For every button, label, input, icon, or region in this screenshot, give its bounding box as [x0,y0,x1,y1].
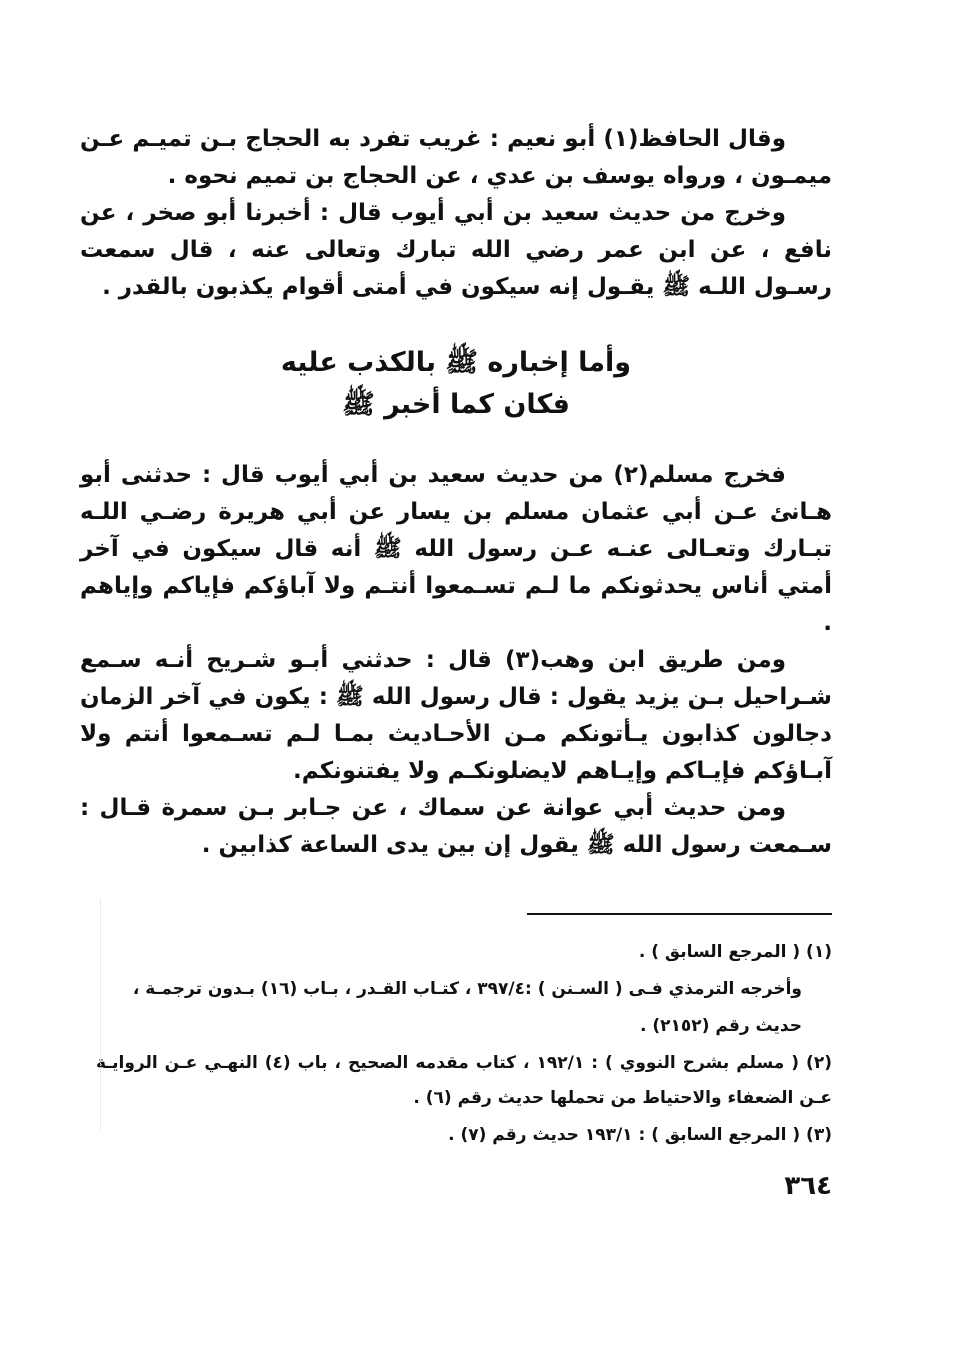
footnote-3: (٣) ( المرجع السابق ) : ١٩٣/١ حديث رقم (٧) . [448,1125,832,1145]
section-heading-line-1: وأما إخباره ﷺ بالكذب عليه [280,347,632,378]
intro-paragraph-2: وخرج من حديث سعيد بن أبي أيوب قال : أخبرنا أبو صخر ، عن نافع ، عن ابن عمر رضي الله تبارك وتعالى عنه ، قال سمعت رسـول اللـه ﷺ يقـول إنه سيكون في أمتى أقوام يكذبون بالقدر . [80,200,832,300]
footnote-divider [527,913,832,915]
footnotes [96,935,832,1155]
intro-paragraph-1: وقال الحافظ(١) أبو نعيم : غريب تفرد به الحجاج بـن تميـم عـن ميمـون ، ورواه يوسف بن عدي ، عن الحجاج بن تميم نحوه . [80,126,832,189]
footnote-1-extra-line-2: حديث رقم (٢١٥٢) . [640,1016,802,1036]
footnote-1-extra-line-1: وأخرجه الترمذي فـى ( السـنن ) :٣٩٧/٤ ، كتـاب القـدر ، بـاب (١٦) بـدون ترجمـة ، [132,979,802,999]
main-paragraph-2: ومن طريق ابن وهب(٣) قال : حدثني أبـو شـريح أنـه سـمع شـراحيل بـن يزيد يقول : قال رسول الله ﷺ : يكون في آخر الزمان دجالون كذابون يـأتونكم مـن الأحـاديث بمـا لـم تسـمعوا أنتم ولا آبـاؤكم فإيـاكم وإيـاهم لايضلونكـم ولا يفتنونكم. [80,647,832,784]
main-paragraph-1: فخرج مسلم(٢) من حديث سعيد بن أبي أيوب قال : حدثنى أبو هـانئ عـن أبي عثمان مسلم بن يسار عن أبي هريرة رضـي اللـه تبـارك وتعـالى عنـه عـن رسول الله ﷺ أنه قال سيكون في آخر أمتي أناس يحدثونكم ما لـم تسـمعوا أنتـم ولا آباؤكم فإياكم وإياهم . [80,462,832,636]
scan-margin-mark [100,900,101,1130]
main-text [80,457,832,864]
footnote-2: (٢) ( مسلم بشرح النووي ) : ١٩٢/١ ، كتاب مقدمه الصحيح ، باب (٤) النهـي عـن الروايـة عـن الضعفاء والاحتياط من تحملها حديث رقم (٦) . [96,1053,833,1108]
footnote-1: (١) ( المرجع السابق ) . [638,942,832,962]
page-number: ٣٦٤ [784,1171,832,1201]
section-heading-line-2: فكان كما أخبر ﷺ [342,389,570,420]
intro-text [80,121,832,306]
main-paragraph-3: ومن حديث أبي عوانة عن سماك ، عن جـابر بـن سمرة قـال : سـمعت رسول الله ﷺ يقول إن بين يدى الساعة كذابين . [80,795,832,858]
section-heading [80,342,832,426]
